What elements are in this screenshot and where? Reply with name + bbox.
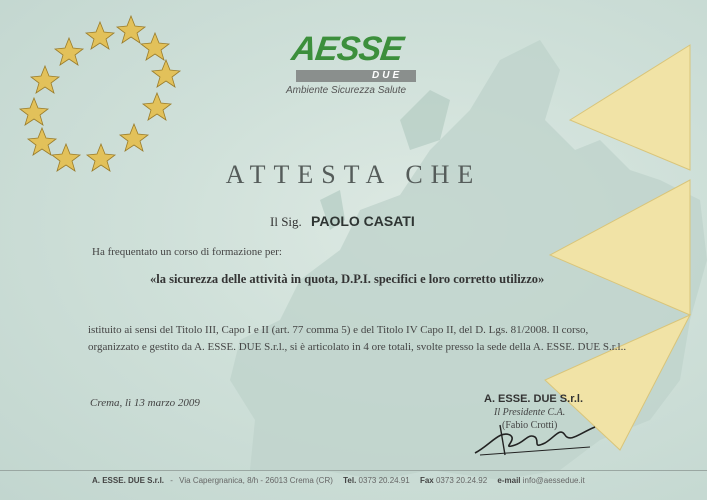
footer-company: A. ESSE. DUE S.r.l. [92,476,165,485]
body-line: organizzato e gestito da A. ESSE. DUE S.r.l., si è articolato in 4 ore totali, svolte presso la sede della A. ESSE. DUE S.r.l.. [88,341,627,353]
organization-name: A. ESSE. DUE S.r.l. [484,393,584,405]
intro-text: Ha frequentato un corso di formazione per: [92,246,282,258]
body-line: istituito ai sensi del Titolo III, Capo I e II (art. 77 comma 5) e del Titolo IV Capo II, del D. Lgs. 81/2008. Il corso, [88,324,589,336]
certificate-body [88,322,628,356]
recipient-name: PAOLO CASATI [311,213,415,229]
place-date: Crema, lì 13 marzo 2009 [90,397,200,409]
footer-tel-label: Tel. [343,476,357,485]
salutation: Il Sig. [270,214,302,229]
footer-email-label: e-mail [497,476,521,485]
logo-sub: DUE [372,70,403,81]
footer-fax: 0373 20.24.92 [435,476,488,485]
footer-tel: 0373 20.24.91 [358,476,410,485]
logo-tagline: Ambiente Sicurezza Salute [286,85,407,96]
signature [470,415,600,460]
footer-fax-label: Fax [419,476,434,485]
recipient-line [270,213,415,230]
course-title: «la sicurezza delle attività in quota, D.P.I. specifici e loro corretto utilizzo» [150,272,545,286]
triangle-decoration [550,180,690,315]
footer: A. ESSE. DUE S.r.l. - Via Capergnanica, 8/h - 26013 Crema (CR) Tel. 0373 20.24.91 Fax 0373 20.24.92 e-mail info@aessedue.it [92,476,585,485]
signer-name: (Fabio Crotti) [502,420,558,431]
footer-divider [0,470,707,471]
company-logo [286,30,426,105]
triangle-decoration [570,45,690,170]
logo-wordmark: AESSE [289,30,406,68]
footer-address: Via Capergnanica, 8/h - 26013 Crema (CR) [179,476,333,485]
certificate-title: ATTESTA CHE [225,160,482,189]
footer-email: info@aessedue.it [522,476,585,485]
signer-role: Il Presidente C.A. [494,407,566,418]
